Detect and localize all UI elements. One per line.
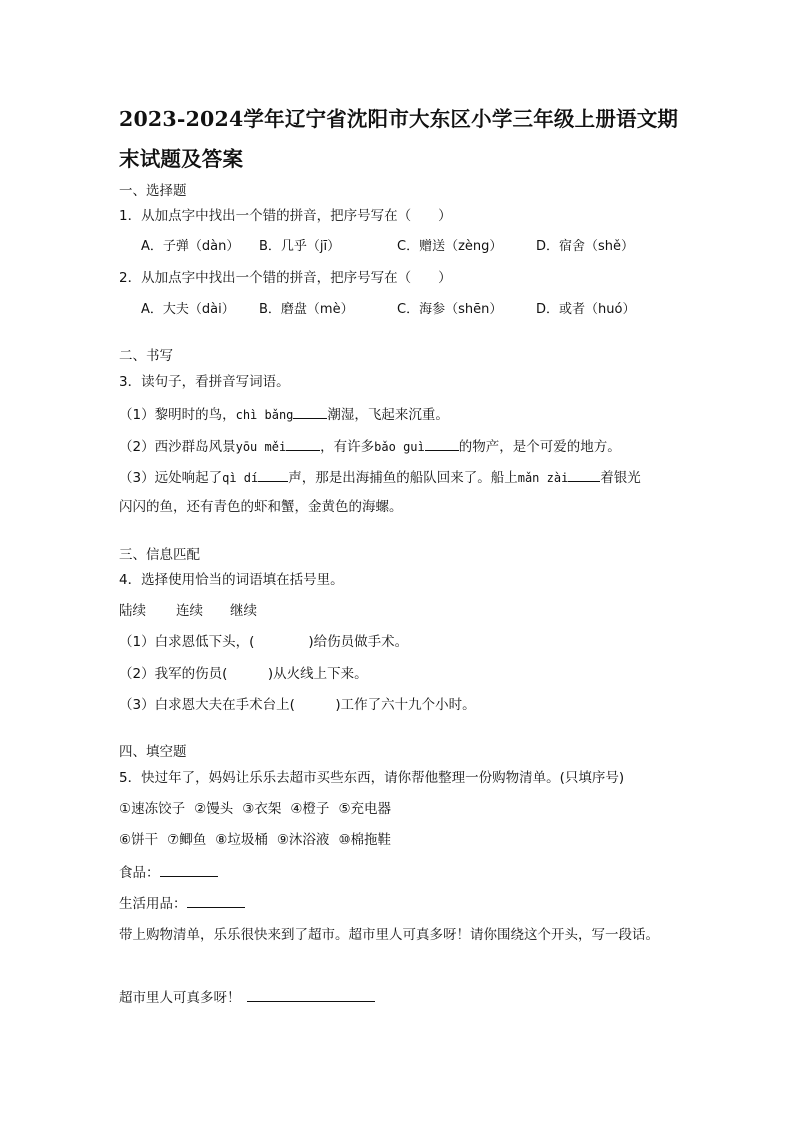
document-title-line2: 末试题及答案 bbox=[119, 147, 244, 171]
pinyin-chibang: chì bǎng bbox=[235, 408, 294, 422]
writing-answer-blank[interactable] bbox=[247, 987, 375, 1002]
answer-blank[interactable] bbox=[568, 467, 600, 482]
q2-option-a: A．大夫（dài） bbox=[141, 302, 235, 317]
pinyin-manzai: mǎn zài bbox=[517, 471, 569, 485]
q4-item-2: （2）我军的伤员( )从火线上下来。 bbox=[119, 666, 368, 682]
answer-blank[interactable] bbox=[293, 404, 327, 419]
question-1-stem: 1．从加点字中找出一个错的拼音，把序号写在（ ） bbox=[119, 208, 452, 224]
q3-sentence-2: （2）西沙群岛风景yōu měi ，有许多bǎo guì 的物产，是个可爱的地方。 bbox=[119, 436, 621, 457]
section-heading-fill: 四、填空题 bbox=[119, 744, 187, 760]
q3-sentence-1: （1）黎明时的鸟，chì bǎng 潮湿，飞起来沉重。 bbox=[119, 404, 449, 425]
writing-prompt: 带上购物清单，乐乐很快来到了超市。超市里人可真多呀！请你围绕这个开头，写一段话。 bbox=[119, 927, 659, 943]
word-bank bbox=[119, 601, 257, 621]
pinyin-baogui: bǎo guì bbox=[374, 440, 425, 454]
shopping-item: ③衣架 bbox=[242, 801, 282, 817]
writing-opening: 超市里人可真多呀！ bbox=[119, 990, 241, 1006]
word-option: 连续 bbox=[176, 603, 203, 619]
answer-blank[interactable] bbox=[286, 436, 320, 451]
q4-item-3: （3）白求恩大夫在手术台上( )工作了六十九个小时。 bbox=[119, 697, 476, 713]
question-4-stem: 4．选择使用恰当的词语填在括号里。 bbox=[119, 572, 344, 588]
q2-option-d: D．或者（huó） bbox=[536, 302, 636, 317]
section-heading-matching: 三、信息匹配 bbox=[119, 547, 200, 563]
shopping-item: ①速冻饺子 bbox=[119, 801, 186, 817]
daily-goods-answer-line bbox=[119, 893, 245, 914]
q1-option-c: C．赠送（zèng） bbox=[397, 239, 503, 254]
food-label: 食品： bbox=[119, 865, 160, 881]
question-3-stem: 3．读句子，看拼音写词语。 bbox=[119, 374, 290, 390]
q2-option-b: B．磨盘（mè） bbox=[259, 302, 354, 317]
q3-sentence-3: （3）远处响起了qì dí 声，那是出海捕鱼的船队回来了。船上mǎn zài 着银光 bbox=[119, 467, 641, 488]
question-2-stem: 2．从加点字中找出一个错的拼音，把序号写在（ ） bbox=[119, 270, 452, 286]
word-option: 继续 bbox=[230, 603, 257, 619]
section-heading-writing: 二、书写 bbox=[119, 348, 173, 364]
answer-blank[interactable] bbox=[258, 467, 288, 482]
shopping-item: ②馒头 bbox=[194, 801, 234, 817]
question-5-stem: 5．快过年了，妈妈让乐乐去超市买些东西，请你帮他整理一份购物清单。(只填序号) bbox=[119, 770, 625, 786]
shopping-item: ⑩棉拖鞋 bbox=[338, 832, 392, 848]
food-answer-line bbox=[119, 862, 218, 883]
pinyin-youmei: yōu měi bbox=[235, 440, 287, 454]
food-answer-blank[interactable] bbox=[160, 862, 218, 877]
q3-sentence-3-continued: 闪闪的鱼，还有青色的虾和蟹，金黄色的海螺。 bbox=[119, 499, 403, 515]
shopping-item: ⑧垃圾桶 bbox=[215, 832, 268, 848]
section-heading-choice: 一、选择题 bbox=[119, 183, 187, 199]
shopping-item: ⑨沐浴液 bbox=[276, 832, 330, 848]
answer-blank[interactable] bbox=[425, 436, 459, 451]
shopping-item: ⑤充电器 bbox=[338, 801, 392, 817]
daily-goods-label: 生活用品： bbox=[119, 896, 187, 912]
pinyin-qidi: qì dí bbox=[222, 471, 259, 485]
shopping-item: ⑦鲫鱼 bbox=[167, 832, 207, 848]
q4-item-1: （1）白求恩低下头，( )给伤员做手术。 bbox=[119, 634, 409, 650]
q1-option-d: D．宿舍（shě） bbox=[536, 239, 635, 254]
document-title-line1: 2023-2024学年辽宁省沈阳市大东区小学三年级上册语文期 bbox=[119, 107, 679, 131]
word-option: 陆续 bbox=[119, 603, 146, 619]
writing-opening-line bbox=[119, 987, 375, 1008]
daily-goods-answer-blank[interactable] bbox=[187, 893, 245, 908]
q2-option-c: C．海参（shēn） bbox=[397, 302, 503, 317]
shopping-items-row-2 bbox=[119, 830, 391, 850]
q1-option-b: B．几乎（jī） bbox=[259, 239, 341, 254]
shopping-item: ④橙子 bbox=[290, 801, 330, 817]
shopping-item: ⑥饼干 bbox=[119, 832, 159, 848]
q1-option-a: A．子弹（dàn） bbox=[141, 239, 240, 254]
shopping-items-row-1 bbox=[119, 799, 391, 819]
